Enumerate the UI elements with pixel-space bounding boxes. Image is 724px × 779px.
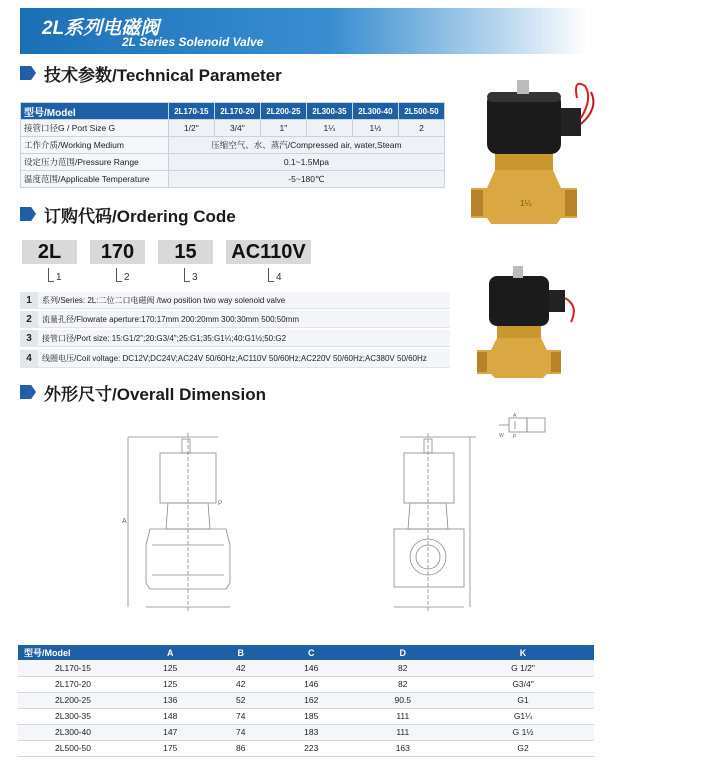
row-label: 设定压力范围/Pressure Range: [21, 154, 169, 171]
dimension-drawing-front: [118, 425, 258, 615]
cell: 175: [128, 740, 213, 756]
header-cell: 2L170-15: [168, 103, 214, 120]
table-row: [18, 660, 594, 676]
order-index: 4: [276, 272, 282, 283]
cell: 1/2": [168, 120, 214, 137]
table-header-row: [21, 103, 445, 120]
cell: 148: [128, 708, 213, 724]
header-cell: 型号/Model: [21, 103, 169, 120]
table-row: [18, 692, 594, 708]
section-marker-icon: [20, 66, 36, 80]
header-cell: 2L300-35: [306, 103, 352, 120]
item-number: 1: [20, 292, 38, 309]
table-row: [21, 171, 445, 188]
cell: 52: [213, 692, 269, 708]
cell: 3/4": [214, 120, 260, 137]
title-en: 2L Series Solenoid Valve: [122, 35, 264, 49]
header-cell: B: [213, 645, 269, 660]
cell: G2: [452, 740, 594, 756]
cell: 1": [260, 120, 306, 137]
cell: 压缩空气、水、蒸汽/Compressed air, water,Steam: [168, 137, 444, 154]
header-cell: K: [452, 645, 594, 660]
cell: 42: [213, 676, 269, 692]
cell: 2L500-50: [18, 740, 128, 756]
cell: 90.5: [353, 692, 452, 708]
order-code-box: 2L: [22, 240, 77, 264]
cell: G3/4": [452, 676, 594, 692]
cell: 136: [128, 692, 213, 708]
cell: G1: [452, 692, 594, 708]
cell: 86: [213, 740, 269, 756]
cell: 2L300-40: [18, 724, 128, 740]
cell: 2L170-15: [18, 660, 128, 676]
title-cn: 2L系列电磁阀: [42, 18, 160, 39]
section-marker-icon: [20, 207, 36, 221]
header-cell: 型号/Model: [18, 645, 128, 660]
table-row: [21, 154, 445, 171]
cell: 0.1~1.5Mpa: [168, 154, 444, 171]
symbol-label-p: P: [513, 434, 517, 440]
order-code-box: 170: [90, 240, 145, 264]
order-index: 1: [56, 272, 62, 283]
section-dimension: [20, 381, 266, 403]
row-label: 接管口径G / Port Size G: [21, 120, 169, 137]
cell: 125: [128, 676, 213, 692]
cell: 82: [353, 676, 452, 692]
symbol-label-a: A: [513, 413, 517, 419]
valve-symbol-icon: [495, 410, 555, 440]
table-row: [18, 676, 594, 692]
table-header-row: [18, 645, 594, 660]
cell: -5~180℃: [168, 171, 444, 188]
list-item: [20, 311, 450, 328]
section-title: 订购代码/Ordering Code: [44, 206, 236, 226]
cell: G 1½: [452, 724, 594, 740]
section-technical: [20, 62, 282, 84]
dim-label-a: A: [122, 518, 127, 525]
section-title: 技术参数/Technical Parameter: [44, 65, 282, 85]
header-cell: 2L200-25: [260, 103, 306, 120]
header-cell: 2L170-20: [214, 103, 260, 120]
header-cell: 2L300-40: [352, 103, 398, 120]
item-number: 4: [20, 350, 38, 367]
cell: 82: [353, 660, 452, 676]
cell: 183: [269, 724, 354, 740]
cell: 147: [128, 724, 213, 740]
header-cell: D: [353, 645, 452, 660]
item-text: 接管口径/Port size: 15:G1/2";20:G3/4";25:G1;35:G1¼;40:G1½;50:G2: [42, 333, 287, 343]
order-index: 3: [192, 272, 198, 283]
cell: 146: [269, 660, 354, 676]
table-row: [21, 137, 445, 154]
cell: 2L200-25: [18, 692, 128, 708]
svg-text:1¼: 1¼: [520, 199, 532, 208]
cell: G 1/2": [452, 660, 594, 676]
header-banner: [20, 8, 588, 54]
cell: 125: [128, 660, 213, 676]
header-cell: A: [128, 645, 213, 660]
table-row: [18, 724, 594, 740]
row-label: 温度范围/Applicable Temperature: [21, 171, 169, 188]
cell: 146: [269, 676, 354, 692]
table-row: [18, 740, 594, 756]
header-cell: 2L500-50: [398, 103, 444, 120]
dim-label-p: P: [218, 501, 223, 507]
row-label: 工作介质/Working Medium: [21, 137, 169, 154]
cell: 74: [213, 708, 269, 724]
cell: 1½: [352, 120, 398, 137]
connector-line: [268, 268, 274, 282]
cell: 2L170-20: [18, 676, 128, 692]
cell: 185: [269, 708, 354, 724]
table-row: [18, 708, 594, 724]
valve-photo-small: [475, 262, 585, 382]
section-title: 外形尺寸/Overall Dimension: [44, 384, 266, 404]
cell: 162: [269, 692, 354, 708]
item-number: 3: [20, 330, 38, 347]
cell: 2L300-35: [18, 708, 128, 724]
list-item: [20, 349, 450, 368]
cell: G1¼: [452, 708, 594, 724]
item-text: 系列/Series: 2L:二位二口电磁阀 /two position two way solenoid valve: [42, 295, 286, 305]
connector-line: [116, 268, 122, 282]
dimension-table: [18, 645, 594, 757]
cell: 2: [398, 120, 444, 137]
cell: 42: [213, 660, 269, 676]
cell: 223: [269, 740, 354, 756]
section-ordering: [20, 203, 236, 225]
order-code-box: 15: [158, 240, 213, 264]
order-index: 2: [124, 272, 130, 283]
cell: 163: [353, 740, 452, 756]
ordering-list: [20, 292, 450, 370]
table-row: [21, 120, 445, 137]
connector-line: [48, 268, 54, 282]
list-item: [20, 292, 450, 309]
item-text: 流量孔径/Flowrate aperture:170:17mm 200:20mm 300:30mm 500:50mm: [42, 314, 299, 324]
cell: 74: [213, 724, 269, 740]
cell: 111: [353, 724, 452, 740]
item-number: 2: [20, 311, 38, 328]
item-text: 线圈电压/Coil voltage: DC12V;DC24V;AC24V 50/60Hz;AC110V 50/60Hz;AC220V 50/60Hz;AC380V 50/60Hz: [42, 353, 427, 363]
header-cell: C: [269, 645, 354, 660]
cell: 111: [353, 708, 452, 724]
valve-photo-large: [465, 78, 605, 228]
symbol-label-w: W: [499, 433, 504, 439]
section-marker-icon: [20, 385, 36, 399]
dimension-drawing-side: [380, 425, 490, 615]
technical-table: [20, 102, 445, 188]
list-item: [20, 330, 450, 347]
connector-line: [184, 268, 190, 282]
order-code-box: AC110V: [226, 240, 311, 264]
cell: 1¼: [306, 120, 352, 137]
